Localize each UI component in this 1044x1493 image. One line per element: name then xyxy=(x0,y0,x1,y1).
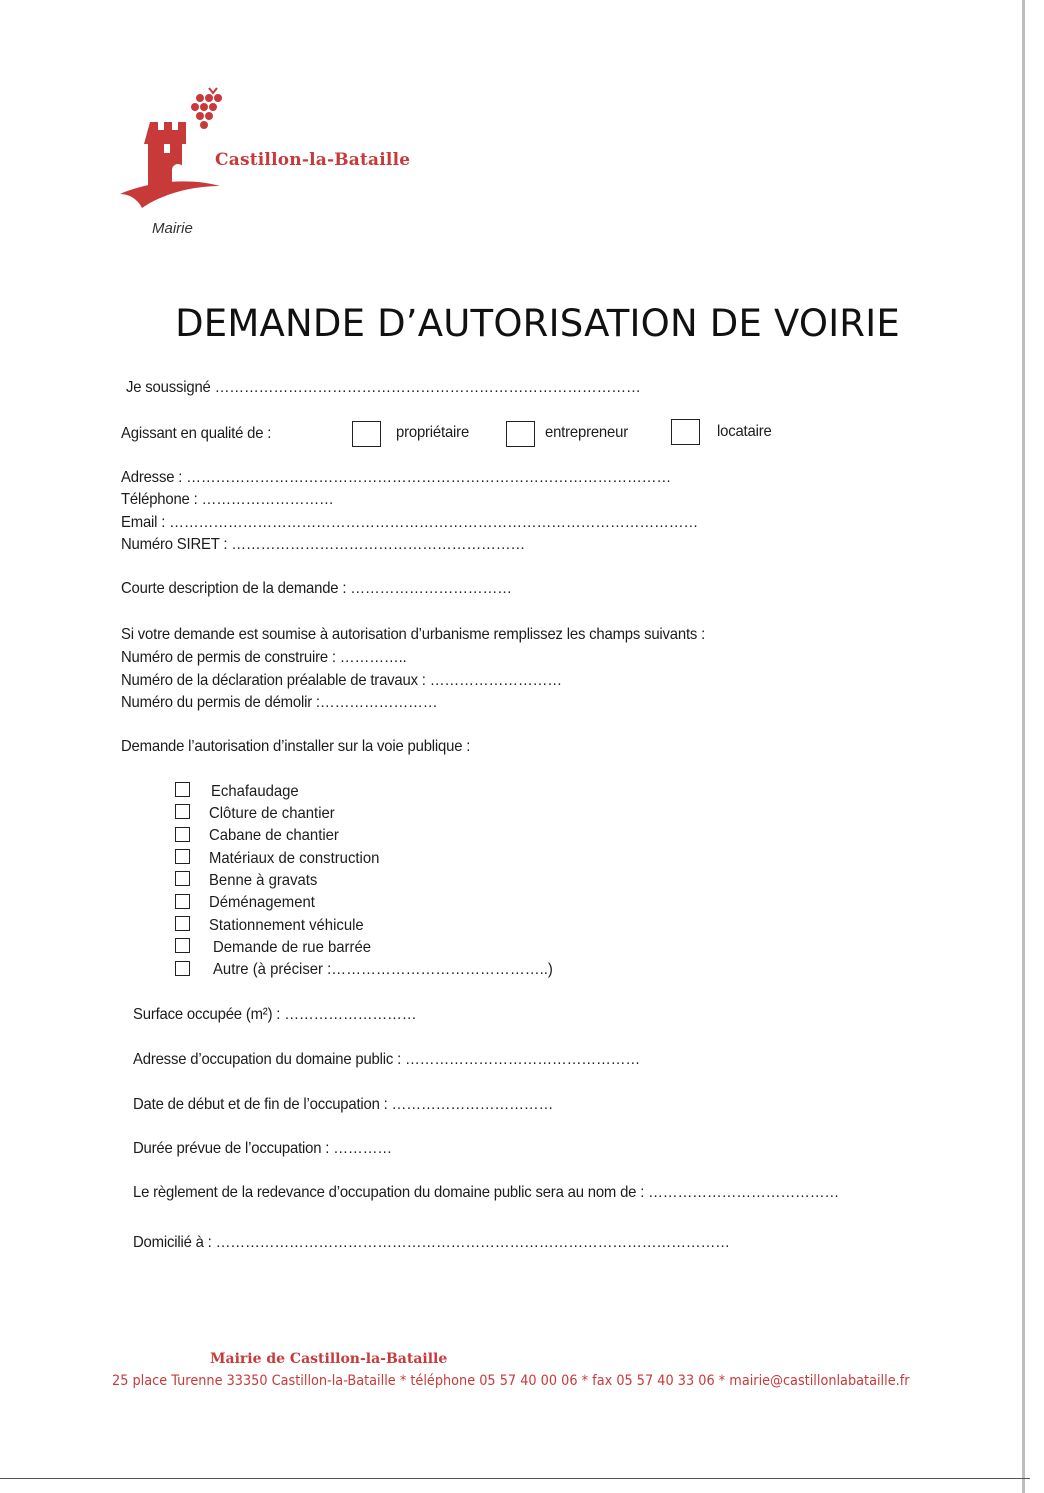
entrepreneur-checkbox[interactable] xyxy=(506,421,535,447)
telephone-field[interactable]: Téléphone : ……………………… xyxy=(121,491,334,508)
materiaux-checkbox[interactable] xyxy=(175,849,190,864)
stationnement-label: Stationnement véhicule xyxy=(209,917,364,934)
logo-name: Castillon-la-Bataille xyxy=(215,150,411,170)
surface-field[interactable]: Surface occupée (m²) : ……………………… xyxy=(133,1006,417,1023)
stationnement-checkbox[interactable] xyxy=(175,916,190,931)
locataire-checkbox[interactable] xyxy=(671,419,700,445)
castle-logo-icon xyxy=(112,82,222,222)
echafaudage-checkbox[interactable] xyxy=(175,782,190,797)
cloture-checkbox[interactable] xyxy=(175,804,190,819)
occupation-adresse-field[interactable]: Adresse d’occupation du domaine public : ………………………………………… xyxy=(133,1051,641,1068)
permis-demolir-field[interactable]: Numéro du permis de démolir :…………………… xyxy=(121,694,438,711)
rue-barree-label: Demande de rue barrée xyxy=(213,939,371,956)
footer-title: Mairie de Castillon-la-Bataille xyxy=(210,1351,448,1367)
redevance-field[interactable]: Le règlement de la redevance d’occupation du domaine public sera au nom de : ………………………………… xyxy=(133,1184,840,1201)
siret-field[interactable]: Numéro SIRET : …………………………………………………… xyxy=(121,536,526,553)
cabane-label: Cabane de chantier xyxy=(209,827,339,844)
entrepreneur-label: entrepreneur xyxy=(545,424,628,441)
email-field[interactable]: Email : ……………………………………………………………………………………………… xyxy=(121,514,699,531)
benne-label: Benne à gravats xyxy=(209,872,318,889)
autre-checkbox[interactable] xyxy=(175,961,190,976)
urbanisme-intro: Si votre demande est soumise à autorisation d’urbanisme remplissez les champs suivants : xyxy=(121,626,706,643)
duree-field[interactable]: Durée prévue de l’occupation : ………… xyxy=(133,1140,392,1157)
adresse-field[interactable]: Adresse : ……………………………………………………………………………………… xyxy=(121,469,672,486)
description-field[interactable]: Courte description de la demande : …………………………… xyxy=(121,580,512,597)
proprietaire-label: propriétaire xyxy=(396,424,470,441)
footer-address: 25 place Turenne 33350 Castillon-la-Bataille * téléphone 05 57 40 00 06 * fax 05 57 40 33 06 * mairie@castillonlabataille.fr xyxy=(112,1373,910,1389)
benne-checkbox[interactable] xyxy=(175,871,190,886)
materiaux-label: Matériaux de construction xyxy=(209,850,380,867)
installer-intro: Demande l’autorisation d’installer sur la voie publique : xyxy=(121,738,471,755)
rue-barree-checkbox[interactable] xyxy=(175,938,190,953)
permis-construire-field[interactable]: Numéro de permis de construire : ………….. xyxy=(121,649,407,666)
qualite-label: Agissant en qualité de : xyxy=(121,425,272,442)
page-title: DEMANDE D’AUTORISATION DE VOIRIE xyxy=(175,302,900,345)
declaration-prealable-field[interactable]: Numéro de la déclaration préalable de travaux : ……………………… xyxy=(121,672,562,689)
demenagement-checkbox[interactable] xyxy=(175,894,190,909)
echafaudage-label: Echafaudage xyxy=(211,783,299,800)
autre-label: Autre (à préciser :……………………………………..) xyxy=(213,961,553,978)
soussigne-field[interactable]: Je soussigné …………………………………………………………………………… xyxy=(126,379,641,396)
scan-edge-right xyxy=(1022,0,1025,1493)
locataire-label: locataire xyxy=(717,423,772,440)
cloture-label: Clôture de chantier xyxy=(209,805,335,822)
logo-subtitle: Mairie xyxy=(152,220,193,237)
logo xyxy=(112,82,442,242)
dates-field[interactable]: Date de début et de fin de l’occupation : …………………………… xyxy=(133,1096,554,1113)
demenagement-label: Déménagement xyxy=(209,894,315,911)
domicilie-field[interactable]: Domicilié à : …………………………………………………………………………………………… xyxy=(133,1234,730,1251)
cabane-checkbox[interactable] xyxy=(175,827,190,842)
proprietaire-checkbox[interactable] xyxy=(352,421,381,447)
scan-edge-bottom xyxy=(0,1478,1030,1479)
